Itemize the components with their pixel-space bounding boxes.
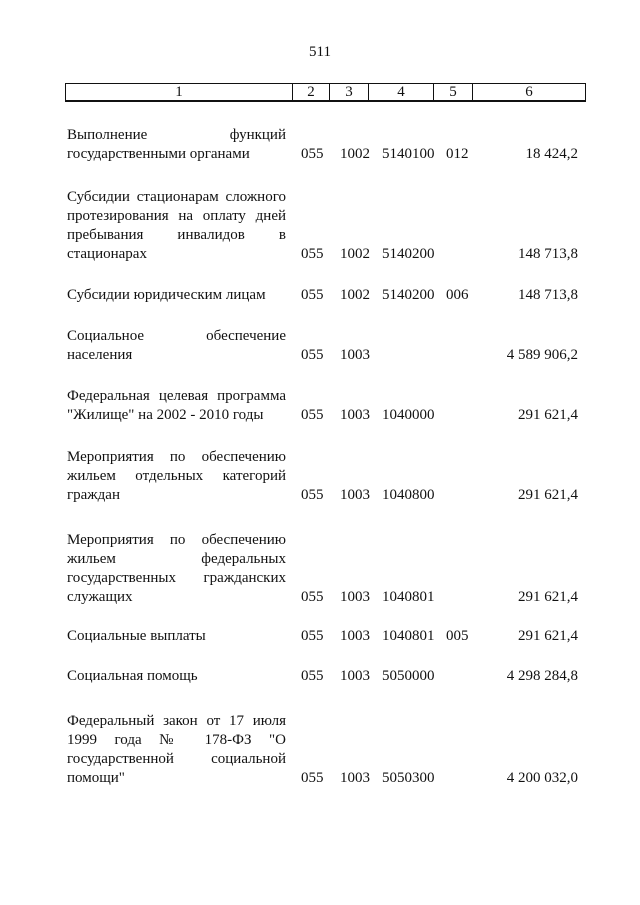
cell-c2: 055 (301, 487, 324, 503)
description-line: Мероприятия по обеспечению (67, 532, 286, 548)
cell-c2: 055 (301, 668, 324, 684)
cell-c6: 4 589 906,2 (506, 347, 578, 363)
header-col-1: 1 (66, 84, 293, 100)
cell-c2: 055 (301, 589, 324, 605)
cell-c2: 055 (301, 770, 324, 786)
cell-c6: 4 200 032,0 (506, 770, 578, 786)
description-line: Социальное обеспечение (67, 328, 286, 344)
cell-c3: 1003 (340, 770, 370, 786)
page-number: 511 (309, 44, 331, 60)
cell-c2: 055 (301, 407, 324, 423)
cell-c3: 1003 (340, 628, 370, 644)
cell-c6: 291 621,4 (518, 487, 578, 503)
cell-c2: 055 (301, 628, 324, 644)
description-line: государственных гражданских (67, 570, 286, 586)
header-col-6: 6 (525, 84, 533, 100)
header-col-4: 4 (369, 84, 434, 100)
cell-c6: 148 713,8 (518, 246, 578, 262)
description-line: служащих (67, 589, 133, 605)
row-description (67, 712, 286, 788)
cell-c2: 055 (301, 246, 324, 262)
header-col-5: 5 (434, 84, 473, 100)
header-col-2: 2 (293, 84, 330, 100)
header-col-3: 3 (330, 84, 369, 100)
cell-c3: 1003 (340, 589, 370, 605)
cell-c4: 5140200 (382, 246, 435, 262)
cell-c5: 006 (446, 287, 469, 303)
cell-c3: 1003 (340, 407, 370, 423)
description-line: Социальные выплаты (67, 628, 206, 644)
cell-c6: 291 621,4 (518, 407, 578, 423)
description-line: Мероприятия по обеспечению (67, 449, 286, 465)
description-line: помощи" (67, 770, 125, 786)
description-line: государственными органами (67, 146, 250, 162)
description-line: 1999 года № 178-ФЗ "О (67, 732, 286, 748)
cell-c2: 055 (301, 287, 324, 303)
description-line: Выполнение функций (67, 127, 286, 143)
cell-c2: 055 (301, 146, 324, 162)
cell-c4: 1040801 (382, 589, 435, 605)
description-line: стационарах (67, 246, 147, 262)
description-line: государственной социальной (67, 751, 286, 767)
cell-c5: 005 (446, 628, 469, 644)
cell-c6: 18 424,2 (525, 146, 578, 162)
cell-c6: 4 298 284,8 (506, 668, 578, 684)
description-line: Федеральная целевая программа (67, 388, 286, 404)
cell-c3: 1003 (340, 487, 370, 503)
cell-c5: 012 (446, 146, 469, 162)
description-line: Федеральный закон от 17 июля (67, 713, 286, 729)
cell-c4: 5050300 (382, 770, 435, 786)
description-line: жильем отдельных категорий (67, 468, 286, 484)
cell-c4: 1040800 (382, 487, 435, 503)
description-line: населения (67, 347, 133, 363)
description-line: Субсидии стационарам сложного (67, 189, 286, 205)
description-line: пребывания инвалидов в (67, 227, 286, 243)
cell-c4: 1040801 (382, 628, 435, 644)
description-line: "Жилище" на 2002 - 2010 годы (67, 407, 264, 423)
description-line: Субсидии юридическим лицам (67, 287, 266, 303)
cell-c6: 291 621,4 (518, 628, 578, 644)
cell-c4: 1040000 (382, 407, 435, 423)
cell-c3: 1003 (340, 347, 370, 363)
cell-c2: 055 (301, 347, 324, 363)
cell-c4: 5050000 (382, 668, 435, 684)
cell-c3: 1002 (340, 287, 370, 303)
description-line: жильем федеральных (67, 551, 286, 567)
cell-c3: 1003 (340, 668, 370, 684)
description-line: Социальная помощь (67, 668, 198, 684)
cell-c3: 1002 (340, 246, 370, 262)
cell-c3: 1002 (340, 146, 370, 162)
cell-c6: 291 621,4 (518, 589, 578, 605)
cell-c4: 5140200 (382, 287, 435, 303)
description-line: протезирования на оплату дней (67, 208, 286, 224)
description-line: граждан (67, 487, 120, 503)
cell-c6: 148 713,8 (518, 287, 578, 303)
cell-c4: 5140100 (382, 146, 435, 162)
